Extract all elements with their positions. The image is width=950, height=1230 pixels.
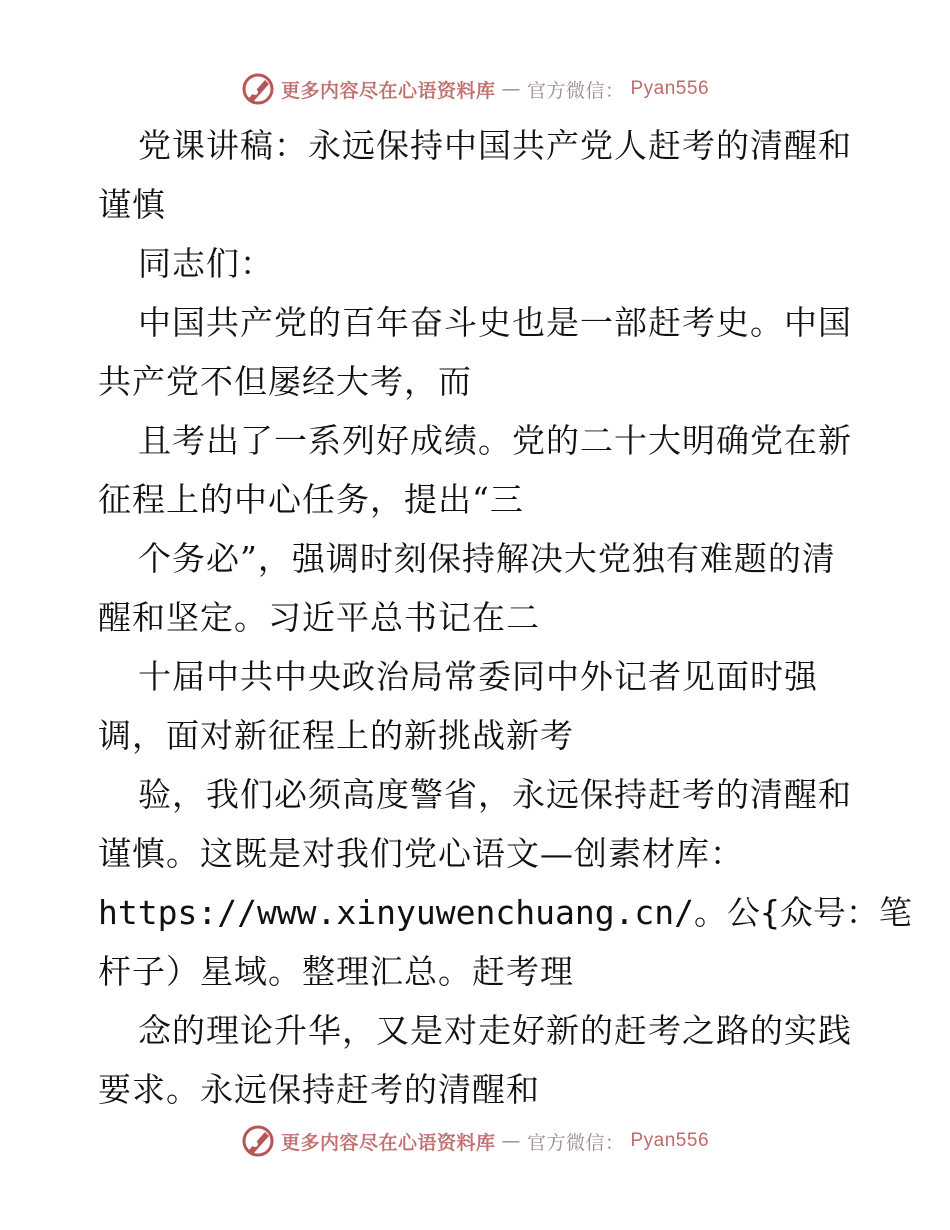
watermark-contact: 官方微信： xyxy=(526,79,625,102)
paragraph-line: 杆子）星域。整理汇总。赶考理 xyxy=(98,952,574,991)
document-body xyxy=(98,116,912,1119)
paragraph-line: 共产党不但屡经大考，而 xyxy=(98,362,472,401)
paragraph-line: 谨慎。这既是对我们党心语文—创素材库： xyxy=(98,834,744,873)
paragraph-line: 个务必”，强调时刻保持解决大党独有难题的清 xyxy=(138,539,836,578)
watermark-site: 更多内容尽在心语资料库 xyxy=(280,79,496,102)
watermark-dash: — xyxy=(501,1130,521,1152)
paragraph-line: 且考出了一系列好成绩。党的二十大明确党在新 xyxy=(138,421,852,460)
paragraph-line: 征程上的中心任务，提出“三 xyxy=(98,480,524,519)
paragraph-line: 验，我们必须高度警省，永远保持赶考的清醒和 xyxy=(138,775,852,814)
paragraph-line-url: https://www.xinyuwenchuang.cn/。公{众号：笔 xyxy=(98,893,912,932)
paragraph-line: 中国共产党的百年奋斗史也是一部赶考史。中国 xyxy=(138,303,852,342)
pen-logo-icon xyxy=(241,72,275,106)
watermark-id: Pyan556 xyxy=(630,78,710,99)
watermark-contact: 官方微信： xyxy=(526,1131,625,1154)
title-line-1: 党课讲稿：永远保持中国共产党人赶考的清醒和 xyxy=(138,126,852,165)
paragraph-line: 念的理论升华，又是对走好新的赶考之路的实践 xyxy=(138,1011,852,1050)
paragraph-line: 醒和坚定。习近平总书记在二 xyxy=(98,598,540,637)
watermark-dash: — xyxy=(501,78,521,100)
watermark-footer xyxy=(0,1124,950,1158)
watermark-id: Pyan556 xyxy=(630,1130,710,1151)
title-line-2: 谨慎 xyxy=(98,185,166,224)
paragraph-line: 要求。永远保持赶考的清醒和 xyxy=(98,1070,540,1109)
paragraph-line: 调，面对新征程上的新挑战新考 xyxy=(98,716,574,755)
paragraph-line: 十届中共中央政治局常委同中外记者见面时强 xyxy=(138,657,818,696)
salutation: 同志们： xyxy=(138,244,274,283)
watermark-site: 更多内容尽在心语资料库 xyxy=(280,1131,496,1154)
watermark-header xyxy=(0,72,950,106)
pen-logo-icon xyxy=(241,1124,275,1158)
